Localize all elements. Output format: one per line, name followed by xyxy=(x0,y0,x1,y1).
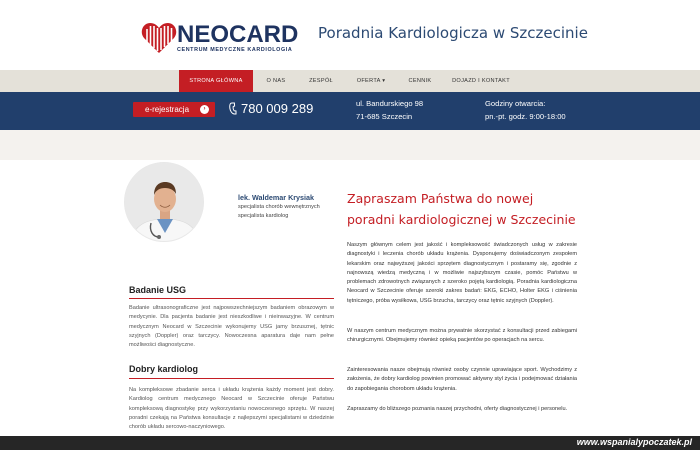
cardiologist-section-text: Na kompleksowe zbadanie serca i układu krążenia każdy moment jest dobry. Kardiolog centrum medycznego Neocard w Szczecinie oferuje Państwu kompleksową diagnostykę przy wykorzystaniu nowoczesnego sprzętu. W naszej poradni czekają na Państwa konsultacje z najlepszymi specjalistami w dziedzinie chorób układu sercowo-naczyniowego. xyxy=(129,387,334,431)
e-registration-label: e-rejestracja xyxy=(145,105,190,114)
usg-section-title[interactable]: Badanie USG xyxy=(129,285,187,295)
main-paragraph-2: W naszym centrum medycznym można prywatnie skorzystać z konsultacji przed zabiegami chirurgicznymi. Obejmujemy również opieką pacjentów po operacjach na sercu. xyxy=(347,328,577,344)
main-paragraph-3: Zainteresowania nasze obejmują również osoby czynnie uprawiające sport. Wychodzimy z założenia, że dobry kardiolog powinien promować aktywny styl życia i podejmować działania do zapobiegania chorobom układu krążenia. xyxy=(347,367,577,392)
address-street: ul. Bandurskiego 98 xyxy=(356,99,424,108)
phone-number-text: 780 009 289 xyxy=(241,101,314,116)
watermark-strip xyxy=(0,436,700,450)
nav-item-home[interactable]: STRONA GŁÓWNA xyxy=(179,70,253,92)
phone-number[interactable] xyxy=(229,101,313,117)
watermark-text: www.wspanialypoczatek.pl xyxy=(576,437,692,447)
site-title: Poradnia Kardiologicza w Szczecinie xyxy=(318,24,588,42)
info-bar xyxy=(0,92,700,130)
doctor-avatar-icon xyxy=(125,163,204,242)
opening-hours-title: Godziny otwarcia: xyxy=(485,99,546,108)
main-paragraph-1: Naszym głównym celem jest jakość i kompleksowość świadczonych usług w zakresie diagnostyki i leczenia chorób układu krążenia. Dysponujemy doświadczonym zespołem lekarskim oraz najwyższej jakości sprzętem diagnostycznym i postaramy się, zgodnie z najnowszą wiedzą medyczną i w możliwie najszybszym czasie, pomóc Państwu w problemach zdrowotnych związanych z szeroko pojętą kardiologią. Poradnia kardiologiczna Neocard w Szczecinie oferuje szeroki zakres badań: EKG, ECHO, Holter EKG i ciśnienia tętniczego, próba wysiłkowa, USG brzucha, tarczycy oraz tętnic szyjnych (Doppler). xyxy=(347,242,577,304)
logo-wordmark: NEOCARD xyxy=(177,21,299,48)
heart-logo-icon xyxy=(141,22,177,54)
usg-section-text: Badanie ultrasonograficzne jest najpowszechniejszym badaniem obrazowym w medycynie. Dla pacjenta badanie jest nieszkodliwe i nieinwazyjne. W centrum medycznym Neocard w Szczecinie wykonujemy USG jamy brzusznej, tętnic szyjnych (Doppler) oraz tarczycy. Nowoczesna aparatura daje nam pełne możliwości diagnostyczne. xyxy=(129,305,334,349)
nav-item-offer[interactable]: OFERTA ▾ xyxy=(356,78,386,84)
doctor-name: lek. Waldemar Krysiak xyxy=(238,193,315,202)
cardiologist-section-title[interactable]: Dobry kardiolog xyxy=(129,364,199,374)
main-paragraph-4: Zapraszamy do bliższego poznania naszej przychodni, oferty diagnostycznej i personelu. xyxy=(347,406,568,412)
phone-icon xyxy=(229,102,239,115)
usg-section-divider xyxy=(129,298,334,299)
doctor-photo xyxy=(124,162,204,242)
nav-item-contact[interactable]: DOJAZD I KONTAKT xyxy=(452,78,510,84)
nav-item-team[interactable]: ZESPÓŁ xyxy=(309,78,333,84)
main-nav xyxy=(0,70,700,92)
e-registration-button[interactable] xyxy=(133,102,215,117)
logo-subtitle: CENTRUM MEDYCZNE KARDIOLOGIA xyxy=(177,47,293,53)
main-heading: Zapraszam Państwa do nowej poradni kardiologicznej w Szczecinie xyxy=(347,191,576,227)
doctor-specialty-1: specjalista chorób wewnętrznych xyxy=(238,204,320,210)
doctor-specialty-2: specjalista kardiolog xyxy=(238,213,289,219)
content-top-band xyxy=(0,130,700,160)
header xyxy=(0,0,700,70)
cardiologist-section-divider xyxy=(129,378,334,379)
opening-hours-value: pn.-pt. godz. 9:00-18:00 xyxy=(485,112,566,121)
nav-item-pricelist[interactable]: CENNIK xyxy=(408,78,432,84)
nav-item-about[interactable]: O NAS xyxy=(266,78,286,84)
neocard-logo[interactable] xyxy=(141,21,299,56)
chevron-right-icon: › xyxy=(200,105,209,114)
address-city: 71-685 Szczecin xyxy=(356,112,413,121)
